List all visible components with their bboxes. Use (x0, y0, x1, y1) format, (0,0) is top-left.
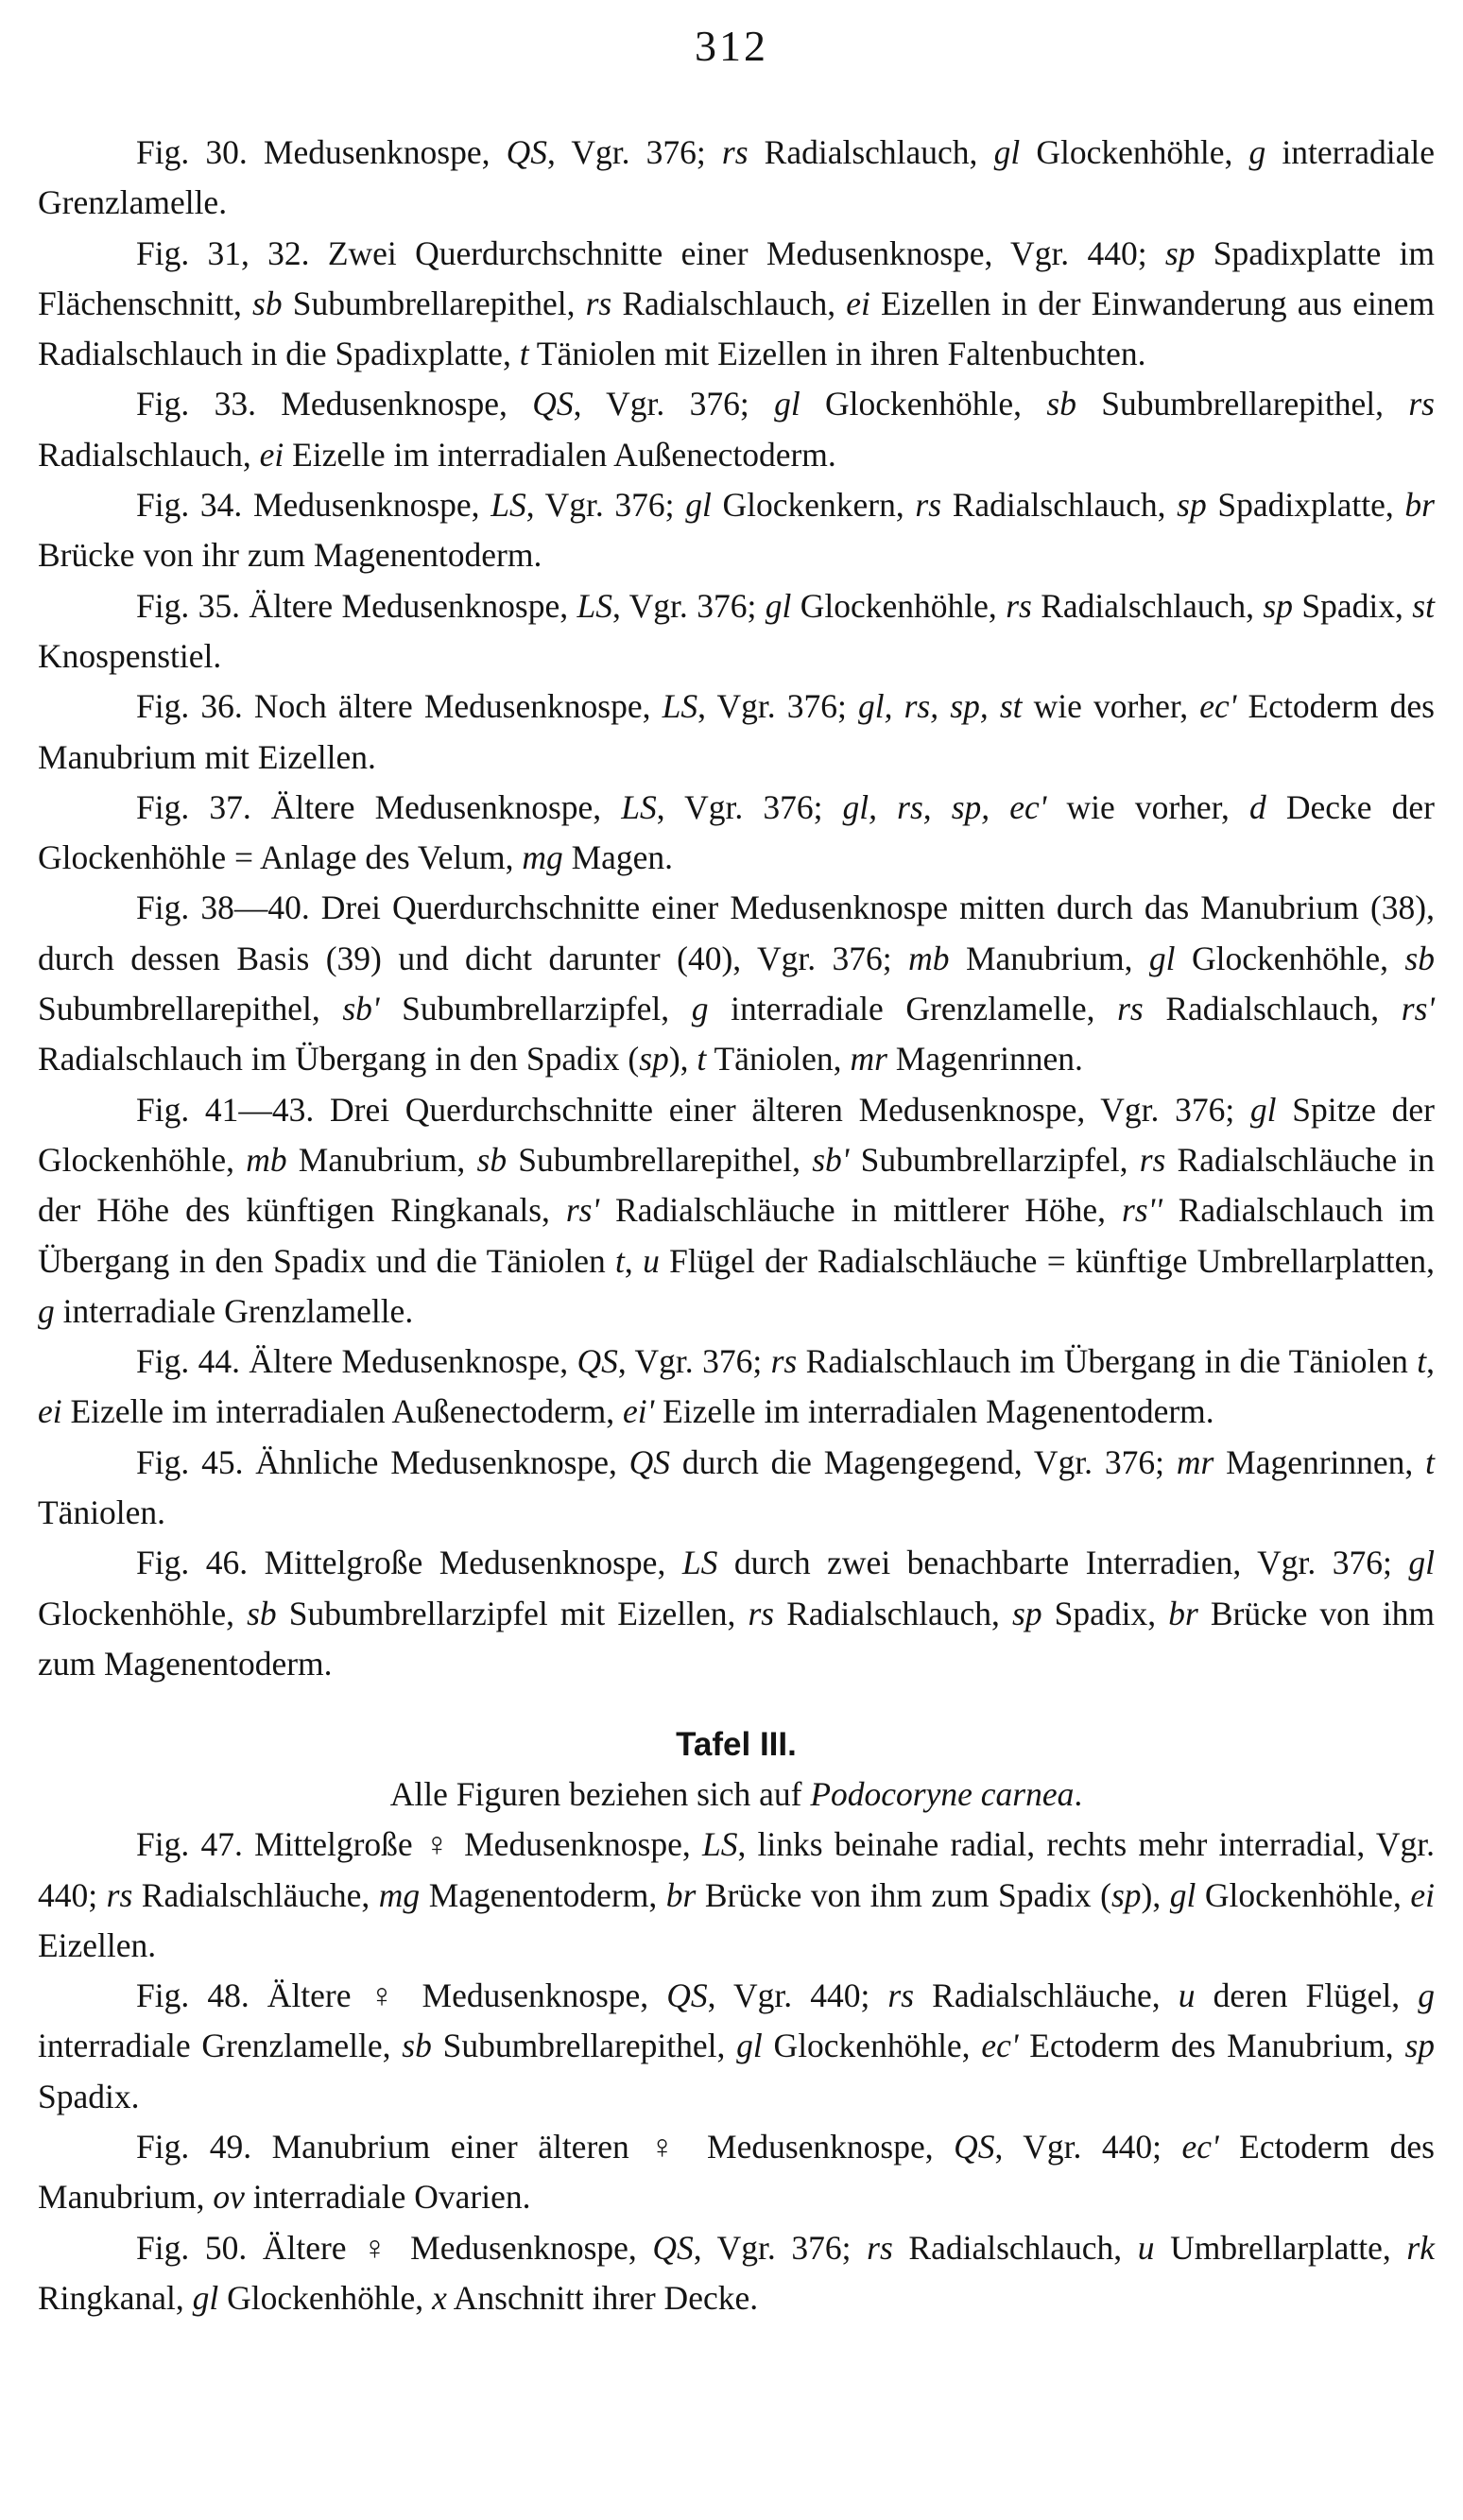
plate-subheading: Alle Figuren beziehen sich auf Podocoryne carnea. (389, 1775, 1083, 1814)
text-column (38, 128, 1435, 2323)
caption-fig-33: Fig. 33. Medusenknospe, QS, Vgr. 376; gl Glockenhöhle, sb Subumbrellarepithel, rs Radialschlauch, ei Eizelle im interradialen Außenectoderm. (38, 385, 1435, 474)
caption-fig-30: Fig. 30. Medusenknospe, QS, Vgr. 376; rs Radialschlauch, gl Glockenhöhle, g interradiale Grenzlamelle. (38, 133, 1436, 222)
caption-fig-49: Fig. 49. Manubrium einer älteren ♀ Medusenknospe, QS, Vgr. 440; ec' Ectoderm des Manubrium, ov interradiale Ovarien. (38, 2127, 1435, 2217)
caption-fig-34: Fig. 34. Medusenknospe, LS, Vgr. 376; gl Glockenkern, rs Radialschlauch, sp Spadixplatte, br Brücke von ihr zum Magenentoderm. (38, 486, 1435, 575)
caption-fig-36: Fig. 36. Noch ältere Medusenknospe, LS, Vgr. 376; gl, rs, sp, st wie vorher, ec' Ectoderm des Manubrium mit Eizellen. (38, 687, 1435, 776)
plate-heading: Tafel III. (676, 1726, 797, 1764)
caption-fig-44: Fig. 44. Ältere Medusenknospe, QS, Vgr. 376; rs Radialschlauch im Übergang in die Täniolen t, ei Eizelle im interradialen Außenectoderm, ei' Eizelle im interradialen Magenentoderm. (38, 1342, 1435, 1431)
page-number: 312 (695, 22, 768, 70)
caption-fig-31-32: Fig. 31, 32. Zwei Querdurchschnitte einer Medusenknospe, Vgr. 440; sp Spadixplatte im Flächenschnitt, sb Subumbrellarepithel, rs Radialschlauch, ei Eizellen in der Einwanderung aus einem Radialschlauch in die Spadixplatte, t Täniolen mit Eizellen in ihren Faltenbuchten. (38, 233, 1435, 373)
caption-fig-45: Fig. 45. Ähnliche Medusenknospe, QS durch die Magengegend, Vgr. 376; mr Magenrinnen, t Täniolen. (38, 1442, 1435, 1532)
plate-captions (38, 1820, 1435, 2323)
caption-fig-37: Fig. 37. Ältere Medusenknospe, LS, Vgr. 376; gl, rs, sp, ec' wie vorher, d Decke der Glockenhöhle = Anlage des Velum, mg Magen. (38, 787, 1435, 877)
caption-fig-46: Fig. 46. Mittelgroße Medusenknospe, LS durch zwei benachbarte Interradien, Vgr. 376; gl Glockenhöhle, sb Subumbrellarzipfel mit Eizellen, rs Radialschlauch, sp Spadix, br Brücke von ihm zum Magenentoderm. (38, 1544, 1435, 1683)
caption-fig-48: Fig. 48. Ältere ♀ Medusenknospe, QS, Vgr. 440; rs Radialschläuche, u deren Flügel, g interradiale Grenzlamelle, sb Subumbrellarepithel, gl Glockenhöhle, ec' Ectoderm des Manubrium, sp Spadix. (38, 1976, 1436, 2115)
caption-fig-38-40: Fig. 38—40. Drei Querdurchschnitte einer Medusenknospe mitten durch das Manubrium (38), durch dessen Basis (39) und dicht darunter (40), Vgr. 376; mb Manubrium, gl Glockenhöhle, sb Subumbrellarepithel, sb' Subumbrellarzipfel, g interradiale Grenzlamelle, rs Radialschlauch, rs' Radialschlauch im Übergang in den Spadix (sp), t Täniolen, mr Magenrinnen. (38, 889, 1435, 1079)
caption-fig-47: Fig. 47. Mittelgroße ♀ Medusenknospe, LS, links beinahe radial, rechts mehr interradial, Vgr. 440; rs Radialschläuche, mg Magenentoderm, br Brücke von ihm zum Spadix (sp), gl Glockenhöhle, ei Eizellen. (38, 1825, 1436, 1964)
caption-fig-35: Fig. 35. Ältere Medusenknospe, LS, Vgr. 376; gl Glockenhöhle, rs Radialschlauch, sp Spadix, st Knospenstiel. (38, 586, 1435, 675)
caption-fig-41-43: Fig. 41—43. Drei Querdurchschnitte einer älteren Medusenknospe, Vgr. 376; gl Spitze der Glockenhöhle, mb Manubrium, sb Subumbrellarepithel, sb' Subumbrellarzipfel, rs Radialschläuche in der Höhe des künftigen Ringkanals, rs' Radialschläuche in mittlerer Höhe, rs'' Radialschlauch im Übergang in den Spadix und die Täniolen t, u Flügel der Radialschläuche = künftige Umbrellarplatten, g interradiale Grenzlamelle. (38, 1090, 1435, 1330)
caption-fig-50: Fig. 50. Ältere ♀ Medusenknospe, QS, Vgr. 376; rs Radialschlauch, u Umbrellarplatte, rk Ringkanal, gl Glockenhöhle, x Anschnitt ihrer Decke. (38, 2228, 1435, 2317)
figure-captions (38, 128, 1435, 1689)
